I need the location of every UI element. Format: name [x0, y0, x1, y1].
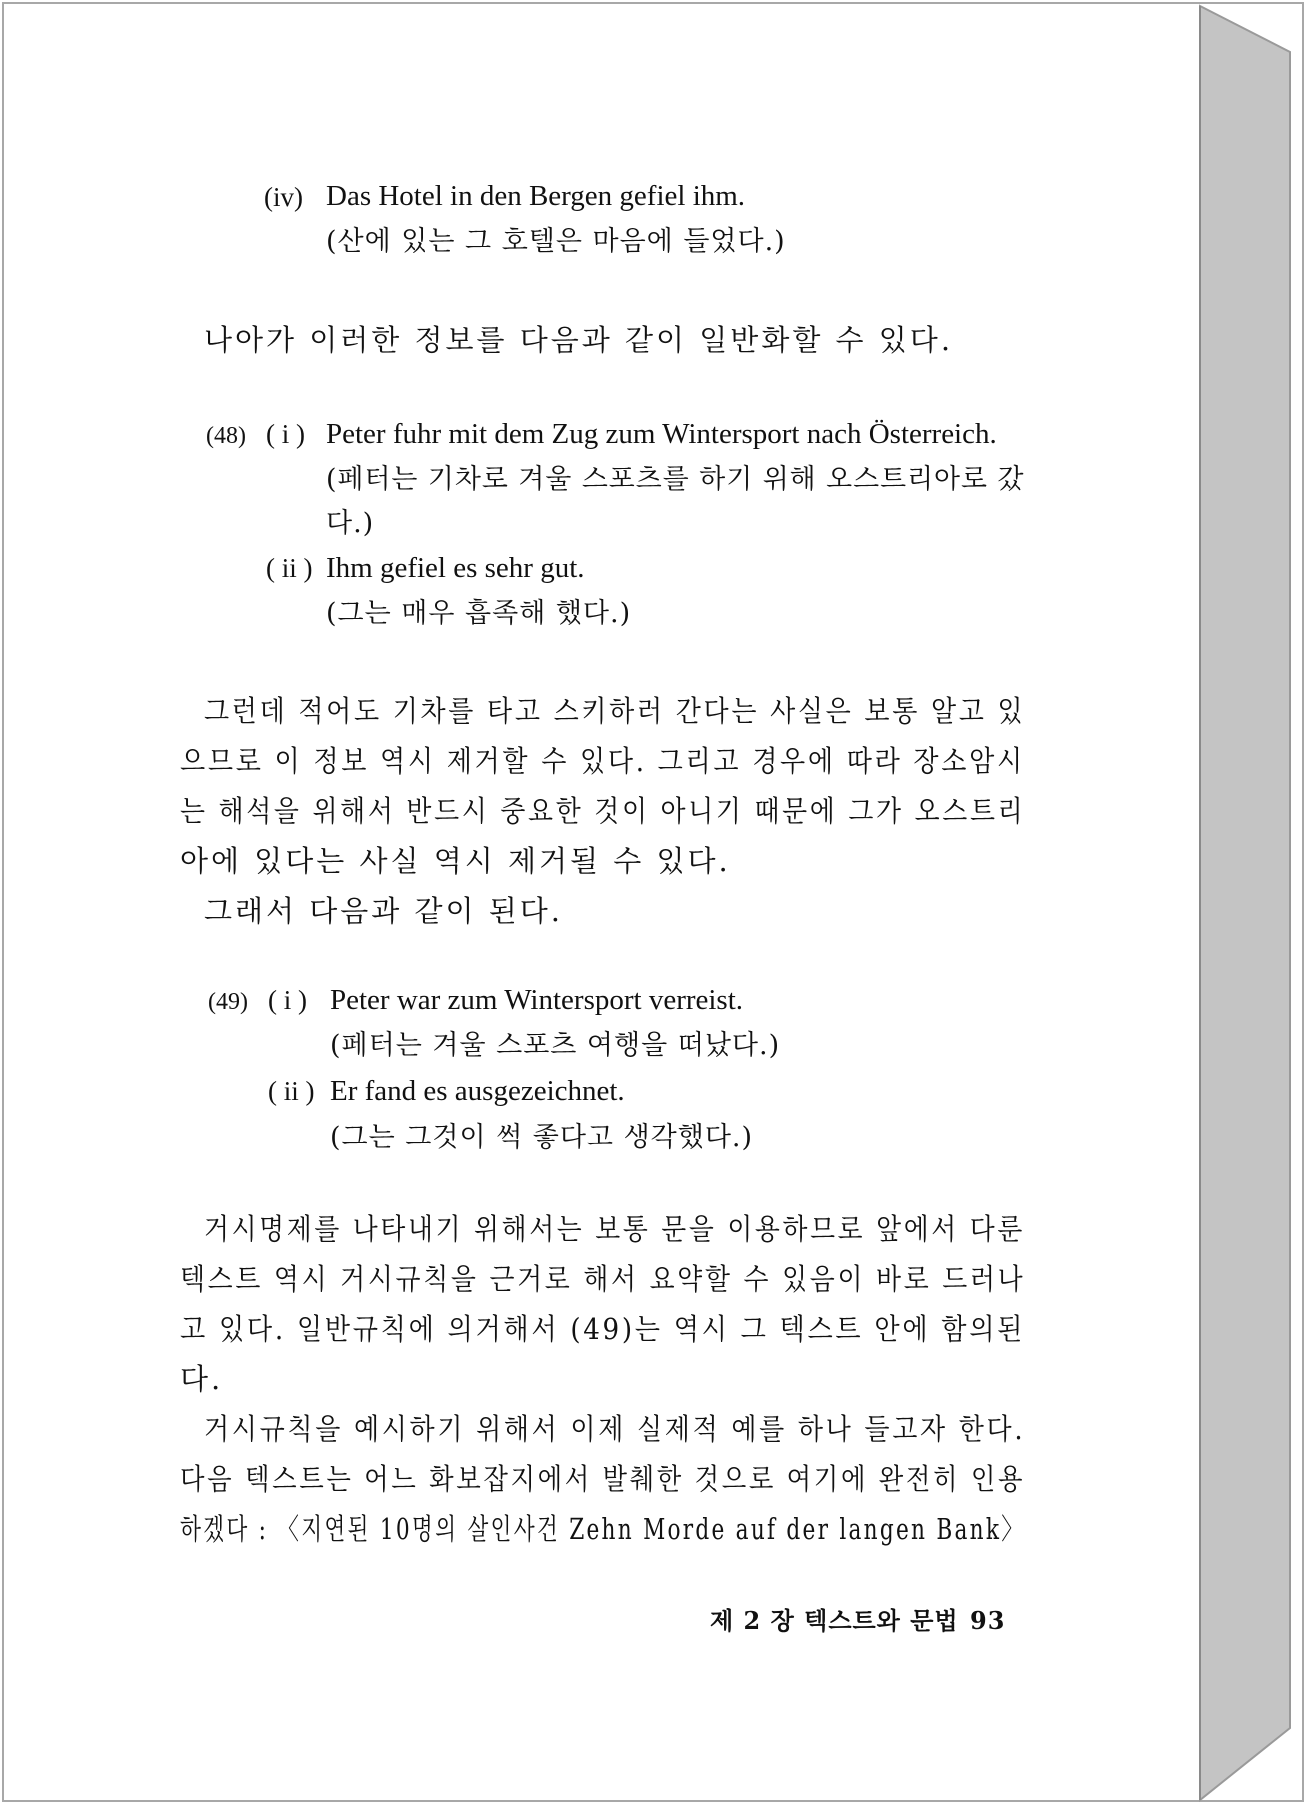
example-49-number: (49)	[208, 989, 248, 1015]
paragraph-deixis-line6: 다음 텍스트는 어느 화보잡지에서 발췌한 것으로 여기에 완전히 인용	[180, 1462, 1026, 1496]
book-side-edge	[1200, 6, 1290, 1800]
paragraph-remove-line5: 그래서 다음과 같이 된다.	[204, 894, 564, 928]
running-footer-chapter: 제 2 장 텍스트와 문법	[710, 1606, 959, 1635]
paragraph-deixis-line7: 하겠다 : 〈지연된 10명의 살인사건 Zehn Morde auf der langen Bank〉	[180, 1512, 1026, 1546]
example-48-ii-label: ( ii )	[266, 553, 313, 583]
example-48-ii-german: Ihm gefiel es sehr gut.	[326, 552, 585, 584]
example-49-i-label: ( i )	[268, 985, 307, 1015]
example-48-number: (48)	[206, 423, 246, 449]
example-49-ii-label: ( ii )	[268, 1076, 315, 1106]
paragraph-remove-line3: 는 해석을 위해서 반드시 중요한 것이 아니기 때문에 그가 오스트리	[180, 794, 1026, 828]
paragraph-deixis-line2: 텍스트 역시 거시규칙을 근거로 해서 요약할 수 있음이 바로 드러나	[180, 1262, 1026, 1296]
example-iv-german: Das Hotel in den Bergen gefiel ihm.	[326, 180, 746, 212]
example-49-i-korean: (페터는 겨울 스포츠 여행을 떠났다.)	[330, 1030, 781, 1061]
paragraph-remove-line1: 그런데 적어도 기차를 타고 스키하러 간다는 사실은 보통 알고 있	[204, 694, 1026, 728]
example-49-ii-german: Er fand es ausgezeichnet.	[330, 1075, 625, 1107]
paragraph-deixis-line3: 고 있다. 일반규칙에 의거해서 (49)는 역시 그 텍스트 안에 함의된	[180, 1312, 1026, 1346]
paragraph-deixis-line5: 거시규칙을 예시하기 위해서 이제 실제적 예를 하나 들고자 한다.	[204, 1412, 1026, 1446]
paragraph-remove-line4: 아에 있다는 사실 역시 제거될 수 있다.	[180, 844, 731, 878]
example-48-i-korean-line1: (페터는 기차로 겨울 스포츠를 하기 위해 오스트리아로 갔	[326, 464, 1025, 495]
example-49-i-german: Peter war zum Wintersport verreist.	[330, 984, 744, 1016]
paragraph-remove-line2: 으므로 이 정보 역시 제거할 수 있다. 그리고 경우에 따라 장소암시	[180, 744, 1025, 778]
example-48-i-label: ( i )	[266, 419, 305, 449]
example-49-ii-korean: (그는 그것이 썩 좋다고 생각했다.)	[330, 1122, 754, 1153]
example-iv-korean: (산에 있는 그 호텔은 마음에 들었다.)	[326, 226, 786, 257]
page-number: 93	[970, 1606, 1006, 1635]
paragraph-generalize: 나아가 이러한 정보를 다음과 같이 일반화할 수 있다.	[204, 323, 954, 357]
example-48-i-german: Peter fuhr mit dem Zug zum Wintersport nach Österreich.	[326, 418, 997, 450]
example-48-i-korean-line2: 다.)	[326, 508, 375, 539]
paragraph-deixis-line1: 거시명제를 나타내기 위해서는 보통 문을 이용하므로 앞에서 다룬	[204, 1212, 1025, 1246]
paragraph-deixis-line4: 다.	[180, 1362, 224, 1396]
example-iv-label: (iv)	[264, 182, 303, 212]
example-48-ii-korean: (그는 매우 흡족해 했다.)	[326, 598, 632, 629]
